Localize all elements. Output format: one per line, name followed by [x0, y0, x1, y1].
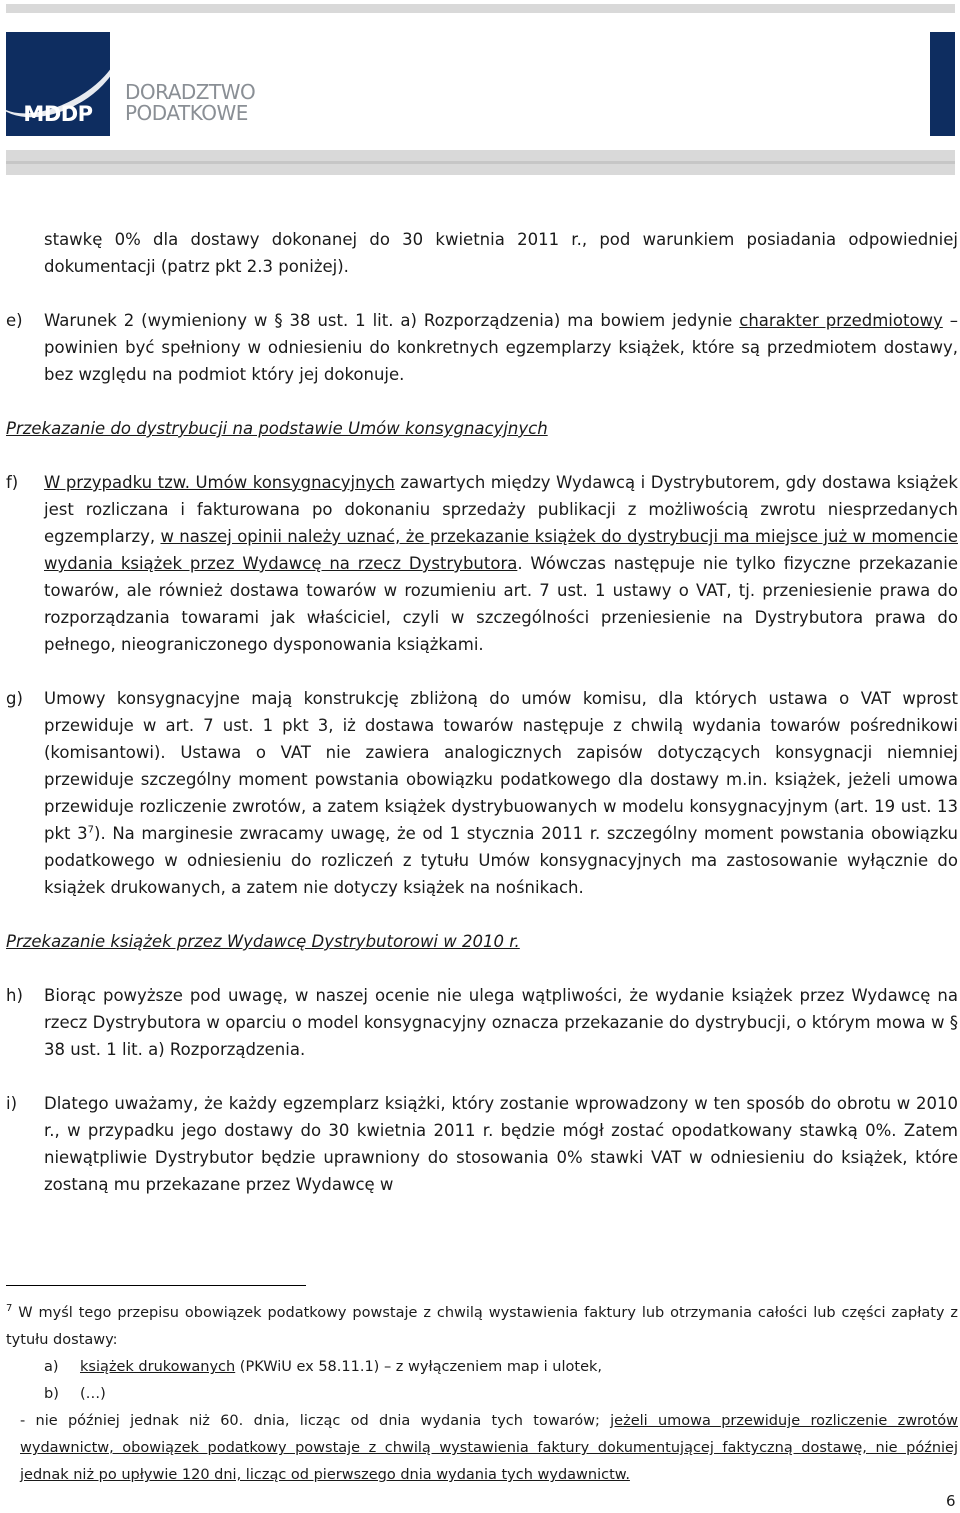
- header-accent-bar: [930, 32, 955, 136]
- company-logo: [6, 32, 110, 136]
- list-label: i): [6, 1094, 18, 1113]
- list-label: g): [6, 689, 23, 708]
- list-item-h: h) Biorąc powyższe pod uwagę, w naszej ocenie nie ulega wątpliwości, że wydanie książek przez Wydawcę na rzecz Dystrybutora w oparciu o model konsygnacyjny oznacza przekazanie do dystrybucji, o którym mowa w § 38 ust. 1 lit. a) Rozporządzenia.: [6, 982, 958, 1063]
- logo-wordmark: [125, 82, 255, 124]
- section-heading: Przekazanie do dystrybucji na podstawie Umów konsygnacyjnych: [6, 419, 548, 438]
- document-body: [6, 226, 958, 1198]
- list-item-i: i) Dlatego uważamy, że każdy egzemplarz książki, który zostanie wprowadzony w ten sposób do obrotu w 2010 r., w przypadku jego dostawy do 30 kwietnia 2011 r. będzie mógł zostać opodatkowany stawką 0%. Zatem niewątpliwie Dystrybutor będzie uprawniony do stosowania 0% stawki VAT w odniesieniu do książek, które zostaną mu przekazane przez Wydawcę w: [6, 1090, 958, 1198]
- logo-mark: MDDP: [23, 102, 93, 126]
- list-label: h): [6, 986, 23, 1005]
- footnote: [6, 1300, 958, 1489]
- list-label: e): [6, 311, 23, 330]
- list-label: f): [6, 473, 19, 492]
- footnote-separator: [6, 1285, 306, 1286]
- paragraph-intro: stawkę 0% dla dostawy dokonanej do 30 kwietnia 2011 r., pod warunkiem posiadania odpowiedniej dokumentacji (patrz pkt 2.3 poniżej).: [44, 230, 958, 276]
- footnote-item-b: b) (…): [44, 1386, 106, 1402]
- footnote-ref[interactable]: 7: [87, 824, 95, 836]
- header-rule-bottom: [6, 150, 955, 175]
- header-rule-top: [6, 4, 955, 13]
- list-item-f: f) W przypadku tzw. Umów konsygnacyjnych zawartych między Wydawcą i Dystrybutorem, gdy dostawa książek jest rozliczana i fakturowana po dokonaniu sprzedaży publikacji z możliwością zwrotu niesprzedanych egzemplarzy, w naszej opinii należy uznać, że przekazanie książek do dystrybucji ma miejsce już w momencie wydania książek przez Wydawcę na rzecz Dystrybutora. Wówczas następuje nie tylko fizyczne przekazanie towarów, ale również dostawa towarów w rozumieniu art. 7 ust. 1 ustawy o VAT, tj. przeniesienie prawa do rozporządzania towarami jak właściciel, czyli w szczególności przeniesienie na Dystrybutora prawa do pełnego, nieograniczonego dysponowania książkami.: [6, 469, 958, 658]
- footnote-number: 7: [6, 1303, 13, 1315]
- logo-line-2: PODATKOWE: [125, 101, 248, 125]
- list-item-g: g) Umowy konsygnacyjne mają konstrukcję zbliżoną do umów komisu, dla których ustawa o VAT wprost przewiduje w art. 7 ust. 1 pkt 3, iż dostawa towarów następuje z chwilą wydania towarów pośrednikowi (komisantowi). Ustawa o VAT nie zawiera analogicznych zapisów dotyczących konsygnacji niemniej przewiduje szczególny moment powstania obowiązku podatkowego dla dostawy m.in. książek, jeżeli umowa przewiduje rozliczenie zwrotów, a zatem książek dystrybuowanych w modelu konsygnacyjnym (art. 19 ust. 13 pkt $3^7$). Na marginesie zwracamy uwagę, że od 1 stycznia 2011 r. szczególny moment powstania obowiązku podatkowego w odniesieniu do rozliczeń z tytułu Umów konsygnacyjnych ma zastosowanie wyłącznie do książek drukowanych, a zatem nie dotyczy książek na nośnikach.: [6, 685, 958, 901]
- footnote-item-a: a) książek drukowanych (PKWiU ex 58.11.1) – z wyłączeniem map i ulotek,: [44, 1359, 603, 1375]
- section-heading: Przekazanie książek przez Wydawcę Dystrybutorowi w 2010 r.: [6, 932, 520, 951]
- footnote-text: $^7$ W myśl tego przepisu obowiązek podatkowy powstaje z chwilą wystawienia faktury lub otrzymania całości lub części zapłaty z tytułu dostawy:: [6, 1303, 958, 1348]
- list-item-e: e) Warunek 2 (wymieniony w § 38 ust. 1 lit. a) Rozporządzenia) ma bowiem jedynie charakter przedmiotowy – powinien być spełniony w odniesieniu do konkretnych egzemplarzy książek, które są przedmiotem dostawy, bez względu na podmiot który jej dokonuje.: [6, 307, 958, 388]
- logo-line-1: DORADZTWO: [125, 80, 256, 104]
- footnote-dash-text: - nie później jednak niż 60. dnia, licząc od dnia wydania tych towarów; jeżeli umowa przewiduje rozliczenie zwrotów wydawnictw, obowiązek podatkowy powstaje z chwilą wystawienia faktury dokumentującej faktyczną dostawę, nie później jednak niż po upływie 120 dni, licząc od pierwszego dnia wydania tych wydawnictw.: [20, 1413, 958, 1483]
- page-number: 6: [946, 1492, 956, 1510]
